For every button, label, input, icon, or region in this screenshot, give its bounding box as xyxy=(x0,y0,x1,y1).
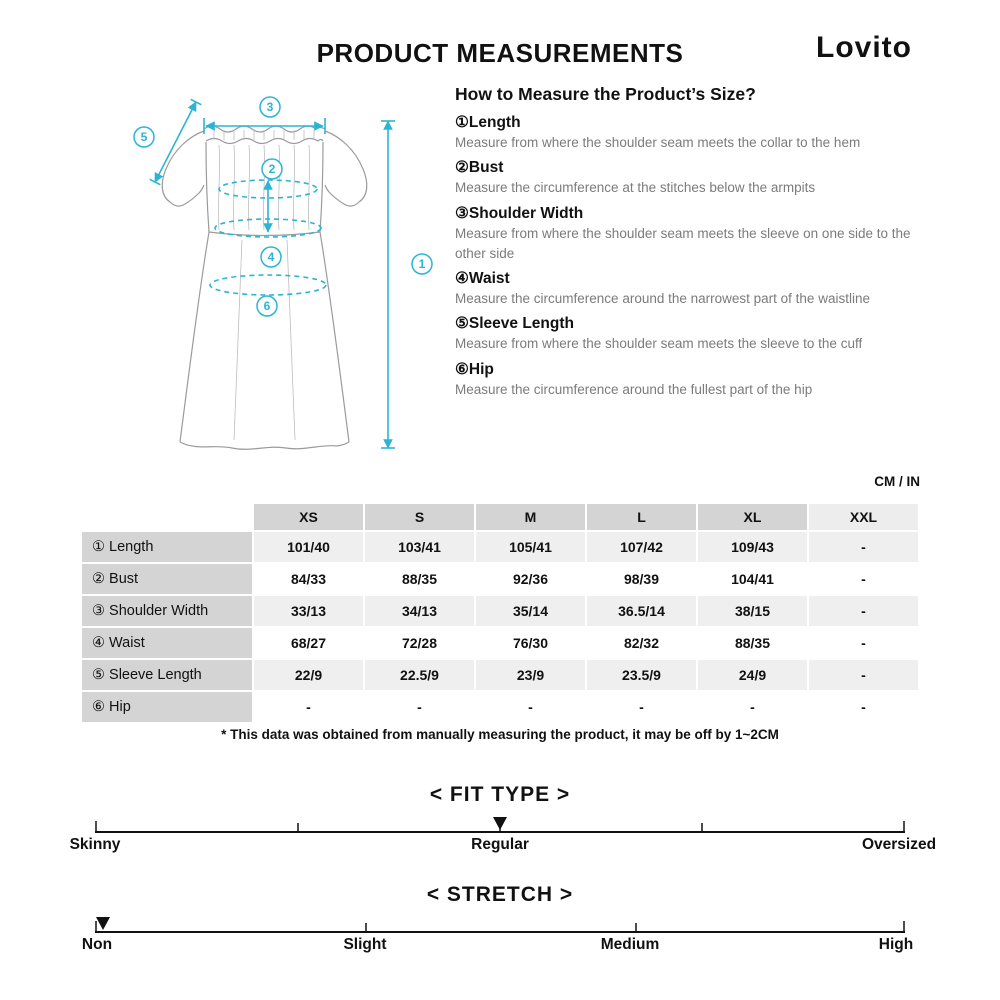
guide-item-desc: Measure from where the shoulder seam meets the sleeve on one side to the other side xyxy=(455,225,911,261)
cell-length-xxl: - xyxy=(809,532,918,562)
row-label: ⑤ Sleeve Length xyxy=(82,660,252,690)
guide-item-shoulder-width xyxy=(455,204,937,265)
stretch-label-slight: Slight xyxy=(343,936,387,953)
col-header-s: S xyxy=(365,504,474,530)
row-label: ① Length xyxy=(82,532,252,562)
callout-length xyxy=(412,254,432,274)
cell-waist-xl: 88/35 xyxy=(698,628,807,658)
callout-waist xyxy=(261,247,281,267)
cell-bust-s: 88/35 xyxy=(365,564,474,594)
guide-item-heading xyxy=(455,314,937,333)
col-header-xl: XL xyxy=(698,504,807,530)
cell-shoulder-s: 34/13 xyxy=(365,596,474,626)
guide-item-label: Sleeve Length xyxy=(468,315,574,333)
cell-sleeve-l: 23.5/9 xyxy=(587,660,696,690)
cell-hip-xxl: - xyxy=(809,692,918,722)
cell-hip-xs: - xyxy=(254,692,363,722)
stretch-section xyxy=(0,883,1000,958)
guide-item-heading xyxy=(455,360,937,379)
dress-shirring-lines xyxy=(214,130,314,440)
fit-type-marker xyxy=(493,817,507,830)
guide-item-waist xyxy=(455,269,937,309)
cell-shoulder-m: 35/14 xyxy=(476,596,585,626)
guide-item-heading xyxy=(455,204,937,223)
hip-measure-ellipse xyxy=(210,275,326,295)
cell-hip-m: - xyxy=(476,692,585,722)
guide-item-desc: Measure the circumference around the narrowest part of the waistline xyxy=(455,291,870,306)
guide-item-label: Waist xyxy=(468,270,510,287)
guide-item-number: ① xyxy=(455,114,469,131)
stretch-scale xyxy=(95,908,905,934)
row-label: ④ Waist xyxy=(82,628,252,658)
cell-waist-l: 82/32 xyxy=(587,628,696,658)
cell-length-m: 105/41 xyxy=(476,532,585,562)
fit-label-skinny: Skinny xyxy=(69,836,121,853)
fit-label-oversized: Oversized xyxy=(861,836,937,853)
callout-shoulder-width xyxy=(260,97,280,117)
table-corner-cell xyxy=(82,504,252,530)
guide-item-heading xyxy=(455,158,937,177)
cell-shoulder-xs: 33/13 xyxy=(254,596,363,626)
callout-hip xyxy=(257,296,277,316)
stretch-title: < STRETCH > xyxy=(426,883,574,906)
row-label: ③ Shoulder Width xyxy=(82,596,252,626)
guide-item-heading xyxy=(455,269,937,288)
stretch-label-medium: Medium xyxy=(600,936,660,953)
fit-type-section xyxy=(0,783,1000,858)
cell-hip-s: - xyxy=(365,692,474,722)
row-label: ⑥ Hip xyxy=(82,692,252,722)
svg-text:1: 1 xyxy=(418,257,426,271)
table-header-row xyxy=(82,504,918,530)
fit-type-scale xyxy=(95,808,905,834)
guide-item-desc: Measure the circumference at the stitches below the armpits xyxy=(455,180,816,196)
table-row-waist xyxy=(82,628,918,658)
cell-sleeve-xxl: - xyxy=(809,660,918,690)
guide-title: How to Measure the Product’s Size? xyxy=(455,84,756,104)
cell-length-l: 107/42 xyxy=(587,532,696,562)
cell-waist-xxl: - xyxy=(809,628,918,658)
table-row-shoulder-width xyxy=(82,596,918,626)
cell-hip-l: - xyxy=(587,692,696,722)
guide-item-desc: Measure the circumference around the fullest part of the hip xyxy=(455,381,813,397)
table-row-bust xyxy=(82,564,918,594)
col-header-xs: XS xyxy=(254,504,363,530)
guide-item-number: ③ xyxy=(455,204,469,222)
cell-length-xl: 109/43 xyxy=(698,532,807,562)
cell-sleeve-xs: 22/9 xyxy=(254,660,363,690)
cell-shoulder-xxl: - xyxy=(809,596,918,626)
guide-item-number: ⑥ xyxy=(455,360,469,378)
cell-bust-xxl: - xyxy=(809,564,918,594)
cell-shoulder-xl: 38/15 xyxy=(698,596,807,626)
table-row-sleeve-length xyxy=(82,660,918,690)
guide-item-label: Hip xyxy=(468,360,494,378)
cell-sleeve-m: 23/9 xyxy=(476,660,585,690)
stretch-label-high: High xyxy=(878,936,914,953)
page-title: PRODUCT MEASUREMENTS xyxy=(316,38,684,68)
measurement-disclaimer: * This data was obtained from manually measuring the product, it may be off by 1~2CM xyxy=(221,727,779,742)
cell-bust-m: 92/36 xyxy=(476,564,585,594)
cell-waist-s: 72/28 xyxy=(365,628,474,658)
cell-bust-xs: 84/33 xyxy=(254,564,363,594)
length-arrow xyxy=(381,121,395,448)
guide-item-number: ④ xyxy=(455,270,469,287)
guide-item-hip xyxy=(455,360,937,400)
guide-item-number: ⑤ xyxy=(455,315,469,333)
guide-item-desc: Measure from where the shoulder seam meets the collar to the hem xyxy=(455,135,861,150)
svg-text:4: 4 xyxy=(267,250,275,264)
col-header-xxl: XXL xyxy=(809,504,918,530)
svg-text:6: 6 xyxy=(263,299,271,313)
cell-waist-xs: 68/27 xyxy=(254,628,363,658)
table-row-length xyxy=(82,532,918,562)
cell-shoulder-l: 36.5/14 xyxy=(587,596,696,626)
callout-bust xyxy=(262,159,282,179)
fit-type-title: < FIT TYPE > xyxy=(429,783,571,806)
svg-text:2: 2 xyxy=(268,162,276,176)
svg-text:3: 3 xyxy=(266,100,274,114)
fit-label-regular: Regular xyxy=(471,836,529,853)
svg-text:5: 5 xyxy=(140,130,148,144)
guide-item-heading xyxy=(455,113,937,132)
cell-waist-m: 76/30 xyxy=(476,628,585,658)
brand-logo: Lovito xyxy=(816,31,912,64)
col-header-m: M xyxy=(476,504,585,530)
cell-bust-xl: 104/41 xyxy=(698,564,807,594)
guide-item-sleeve-length xyxy=(455,314,937,354)
guide-item-label: Length xyxy=(468,114,521,131)
stretch-labels xyxy=(0,936,1000,958)
row-label: ② Bust xyxy=(82,564,252,594)
guide-item-label: Bust xyxy=(468,159,504,177)
guide-item-number: ② xyxy=(455,159,469,177)
table-row-hip xyxy=(82,692,918,722)
stretch-label-non: Non xyxy=(81,936,113,953)
cell-sleeve-s: 22.5/9 xyxy=(365,660,474,690)
size-table xyxy=(80,502,920,724)
sleeve-length-arrow xyxy=(150,99,202,184)
cell-bust-l: 98/39 xyxy=(587,564,696,594)
guide-item-length xyxy=(455,113,937,153)
guide-item-bust xyxy=(455,158,937,198)
measure-guide xyxy=(455,84,937,400)
guide-item-label: Shoulder Width xyxy=(468,204,584,222)
col-header-l: L xyxy=(587,504,696,530)
units-label: CM / IN xyxy=(874,474,920,489)
dress-measurement-diagram xyxy=(92,82,452,472)
cell-length-xs: 101/40 xyxy=(254,532,363,562)
callout-sleeve-length xyxy=(134,127,154,147)
cell-sleeve-xl: 24/9 xyxy=(698,660,807,690)
guide-item-desc: Measure from where the shoulder seam meets the sleeve to the cuff xyxy=(455,336,863,352)
cell-hip-xl: - xyxy=(698,692,807,722)
stretch-marker xyxy=(96,917,110,930)
fit-type-labels xyxy=(0,836,1000,858)
cell-length-s: 103/41 xyxy=(365,532,474,562)
